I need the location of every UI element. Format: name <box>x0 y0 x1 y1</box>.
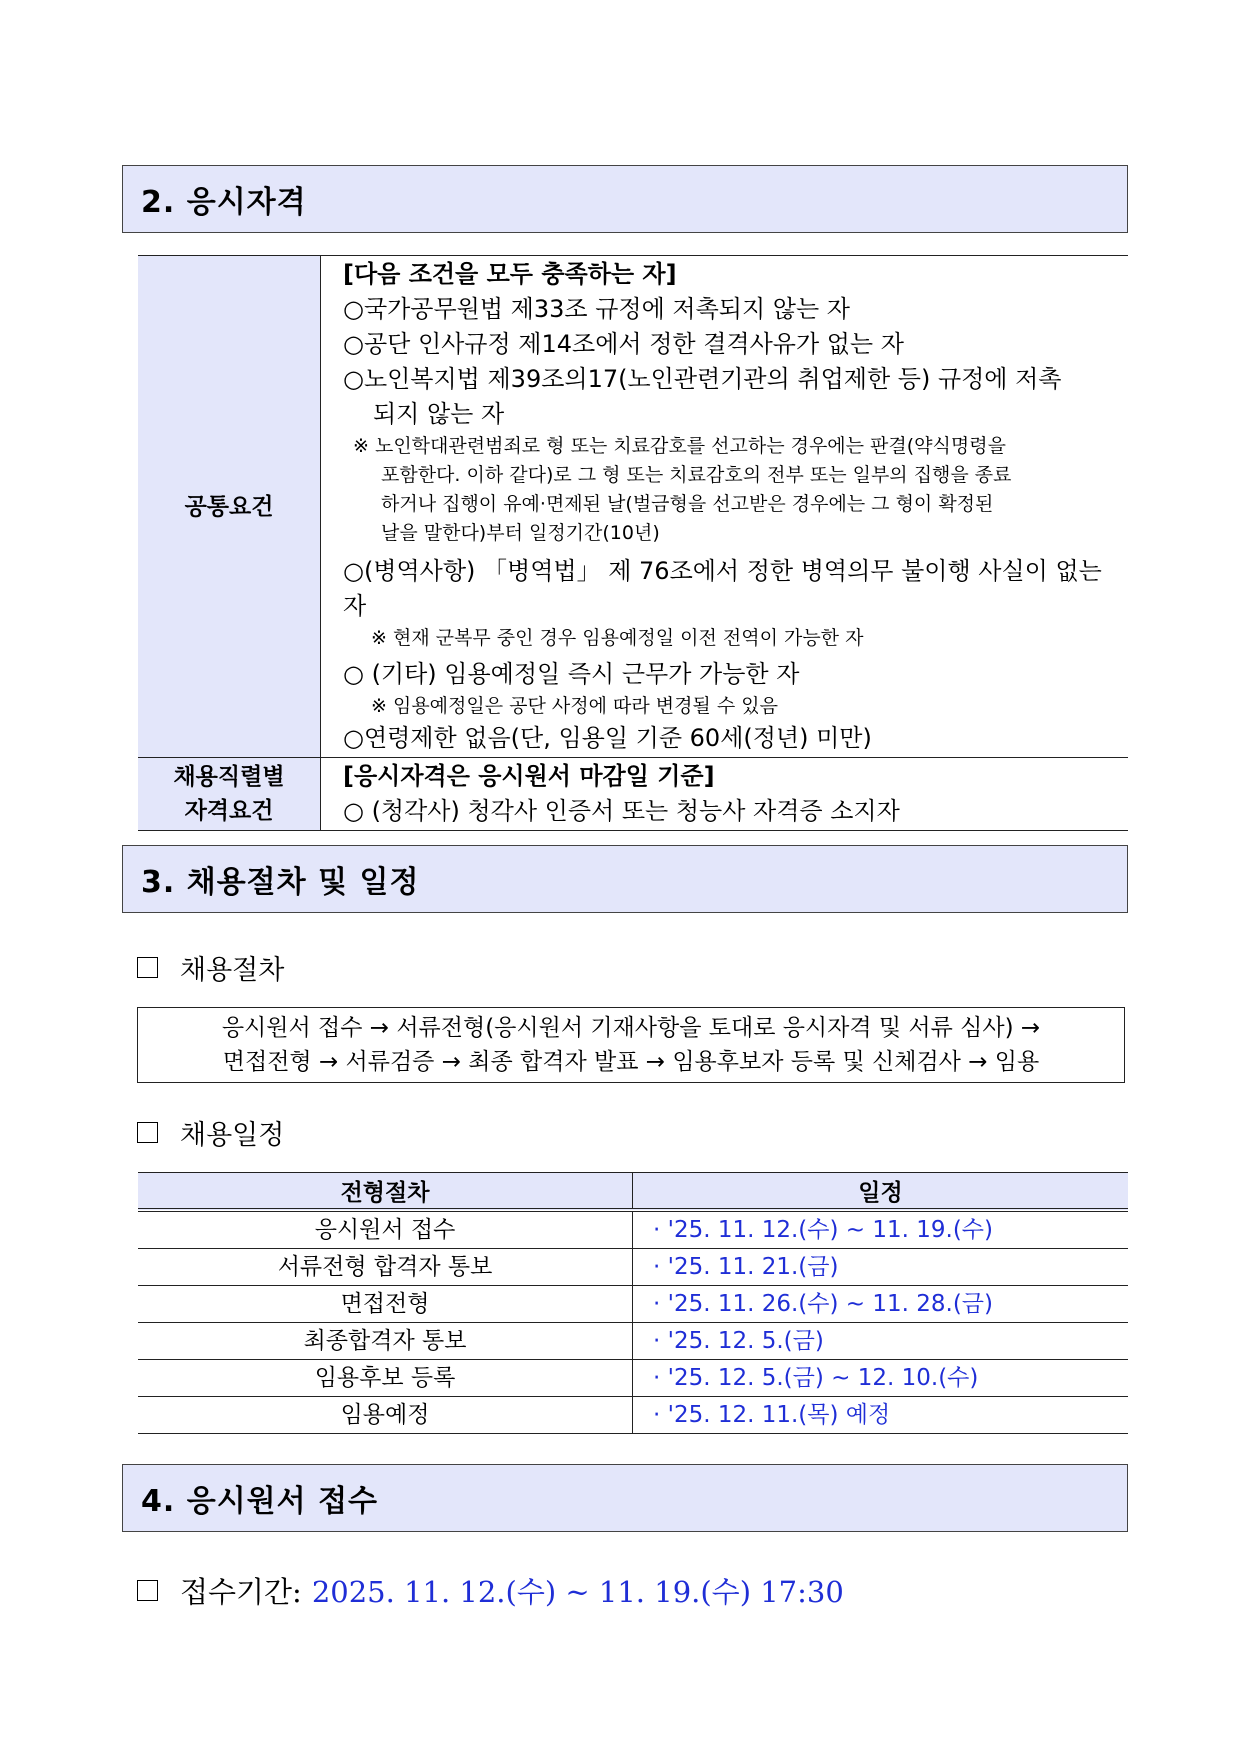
schedule-date: · '25. 11. 21.(금) <box>633 1249 1129 1286</box>
schedule-step: 임용후보 등록 <box>138 1360 633 1397</box>
note-abuse-crime-line3: 하거나 집행이 유예·면제된 날(벌금형을 선고받은 경우에는 그 형이 확정된 <box>381 493 994 515</box>
checkbox-icon <box>137 957 158 978</box>
table-row <box>138 1286 1128 1323</box>
note-etc: ※ 임용예정일은 공단 사정에 따라 변경될 수 있음 <box>371 695 778 717</box>
job-label-line2: 자격요건 <box>184 798 274 824</box>
item-age: ○연령제한 없음(단, 임용일 기준 60세(정년) 미만) <box>343 724 872 752</box>
application-period <box>137 1570 844 1611</box>
item-civil-service-law: ○국가공무원법 제33조 규정에 저촉되지 않는 자 <box>343 295 850 323</box>
schedule-date: · '25. 12. 11.(목) 예정 <box>633 1397 1129 1434</box>
job-heading: [응시자격은 응시원서 마감일 기준] <box>343 762 715 790</box>
checkbox-icon <box>137 1122 158 1143</box>
schedule-header-row <box>138 1173 1128 1211</box>
common-requirements-label: 공통요건 <box>138 256 321 758</box>
schedule-title-text: 채용일정 <box>180 1120 285 1151</box>
table-row <box>138 1249 1128 1286</box>
item-elderly-welfare-law: ○노인복지법 제39조의17(노인관련기관의 취업제한 등) 규정에 저촉 <box>343 365 1062 393</box>
note-military: ※ 현재 군복무 중인 경우 임용예정일 이전 전역이 가능한 자 <box>371 627 864 649</box>
common-requirements-body <box>321 256 1129 758</box>
table-row <box>138 1360 1128 1397</box>
procedure-title-text: 채용절차 <box>180 955 285 986</box>
procedure-box <box>137 1007 1125 1083</box>
section-3-heading: 3. 채용절차 및 일정 <box>122 845 1128 913</box>
job-requirements-label <box>138 758 321 831</box>
procedure-title <box>137 948 284 987</box>
common-requirements-row <box>138 256 1128 758</box>
schedule-step: 응시원서 접수 <box>138 1210 633 1249</box>
column-header-step: 전형절차 <box>138 1173 633 1211</box>
period-value: 2025. 11. 12.(수) ~ 11. 19.(수) 17:30 <box>311 1575 844 1609</box>
job-requirements-body <box>321 758 1129 831</box>
note-abuse-crime-line4: 날을 말한다)부터 일정기간(10년) <box>381 522 660 544</box>
section-2-heading: 2. 응시자격 <box>122 165 1128 233</box>
period-label: 접수기간: <box>180 1575 302 1609</box>
note-abuse-crime: ※ 노인학대관련범죄로 형 또는 치료감호를 선고하는 경우에는 판결(약식명령을 <box>353 435 1006 457</box>
item-etc: ○ (기타) 임용예정일 즉시 근무가 가능한 자 <box>343 660 800 688</box>
table-row <box>138 1397 1128 1434</box>
common-heading: [다음 조건을 모두 충족하는 자] <box>343 260 677 288</box>
table-row <box>138 1323 1128 1360</box>
schedule-date: · '25. 11. 26.(수) ~ 11. 28.(금) <box>633 1286 1129 1323</box>
schedule-step: 임용예정 <box>138 1397 633 1434</box>
schedule-step: 최종합격자 통보 <box>138 1323 633 1360</box>
schedule-title <box>137 1113 284 1152</box>
procedure-line-1: 응시원서 접수 → 서류전형(응시원서 기재사항을 토대로 응시자격 및 서류 심사) → <box>221 1015 1041 1041</box>
checkbox-icon <box>137 1580 158 1601</box>
schedule-date: · '25. 12. 5.(금) ~ 12. 10.(수) <box>633 1360 1129 1397</box>
item-elderly-welfare-law-cont: 되지 않는 자 <box>373 400 505 428</box>
qualification-table <box>138 255 1128 831</box>
column-header-date: 일정 <box>633 1173 1129 1211</box>
schedule-table <box>138 1172 1128 1434</box>
schedule-step: 서류전형 합격자 통보 <box>138 1249 633 1286</box>
job-requirements-row <box>138 758 1128 831</box>
schedule-date: · '25. 12. 5.(금) <box>633 1323 1129 1360</box>
job-item-audiologist: ○ (청각사) 청각사 인증서 또는 청능사 자격증 소지자 <box>343 797 900 825</box>
table-row <box>138 1210 1128 1249</box>
note-abuse-crime-line2: 포함한다. 이하 같다)로 그 형 또는 치료감호의 전부 또는 일부의 집행을 종료 <box>381 464 1012 486</box>
section-4-heading: 4. 응시원서 접수 <box>122 1464 1128 1532</box>
job-label-line1: 채용직렬별 <box>173 764 285 790</box>
schedule-date: · '25. 11. 12.(수) ~ 11. 19.(수) <box>633 1210 1129 1249</box>
item-military: ○(병역사항) 「병역법」 제 76조에서 정한 병역의무 불이행 사실이 없는 자 <box>343 557 1102 620</box>
procedure-line-2: 면접전형 → 서류검증 → 최종 합격자 발표 → 임용후보자 등록 및 신체검사 → 임용 <box>222 1049 1040 1075</box>
schedule-step: 면접전형 <box>138 1286 633 1323</box>
item-personnel-rules: ○공단 인사규정 제14조에서 정한 결격사유가 없는 자 <box>343 330 904 358</box>
